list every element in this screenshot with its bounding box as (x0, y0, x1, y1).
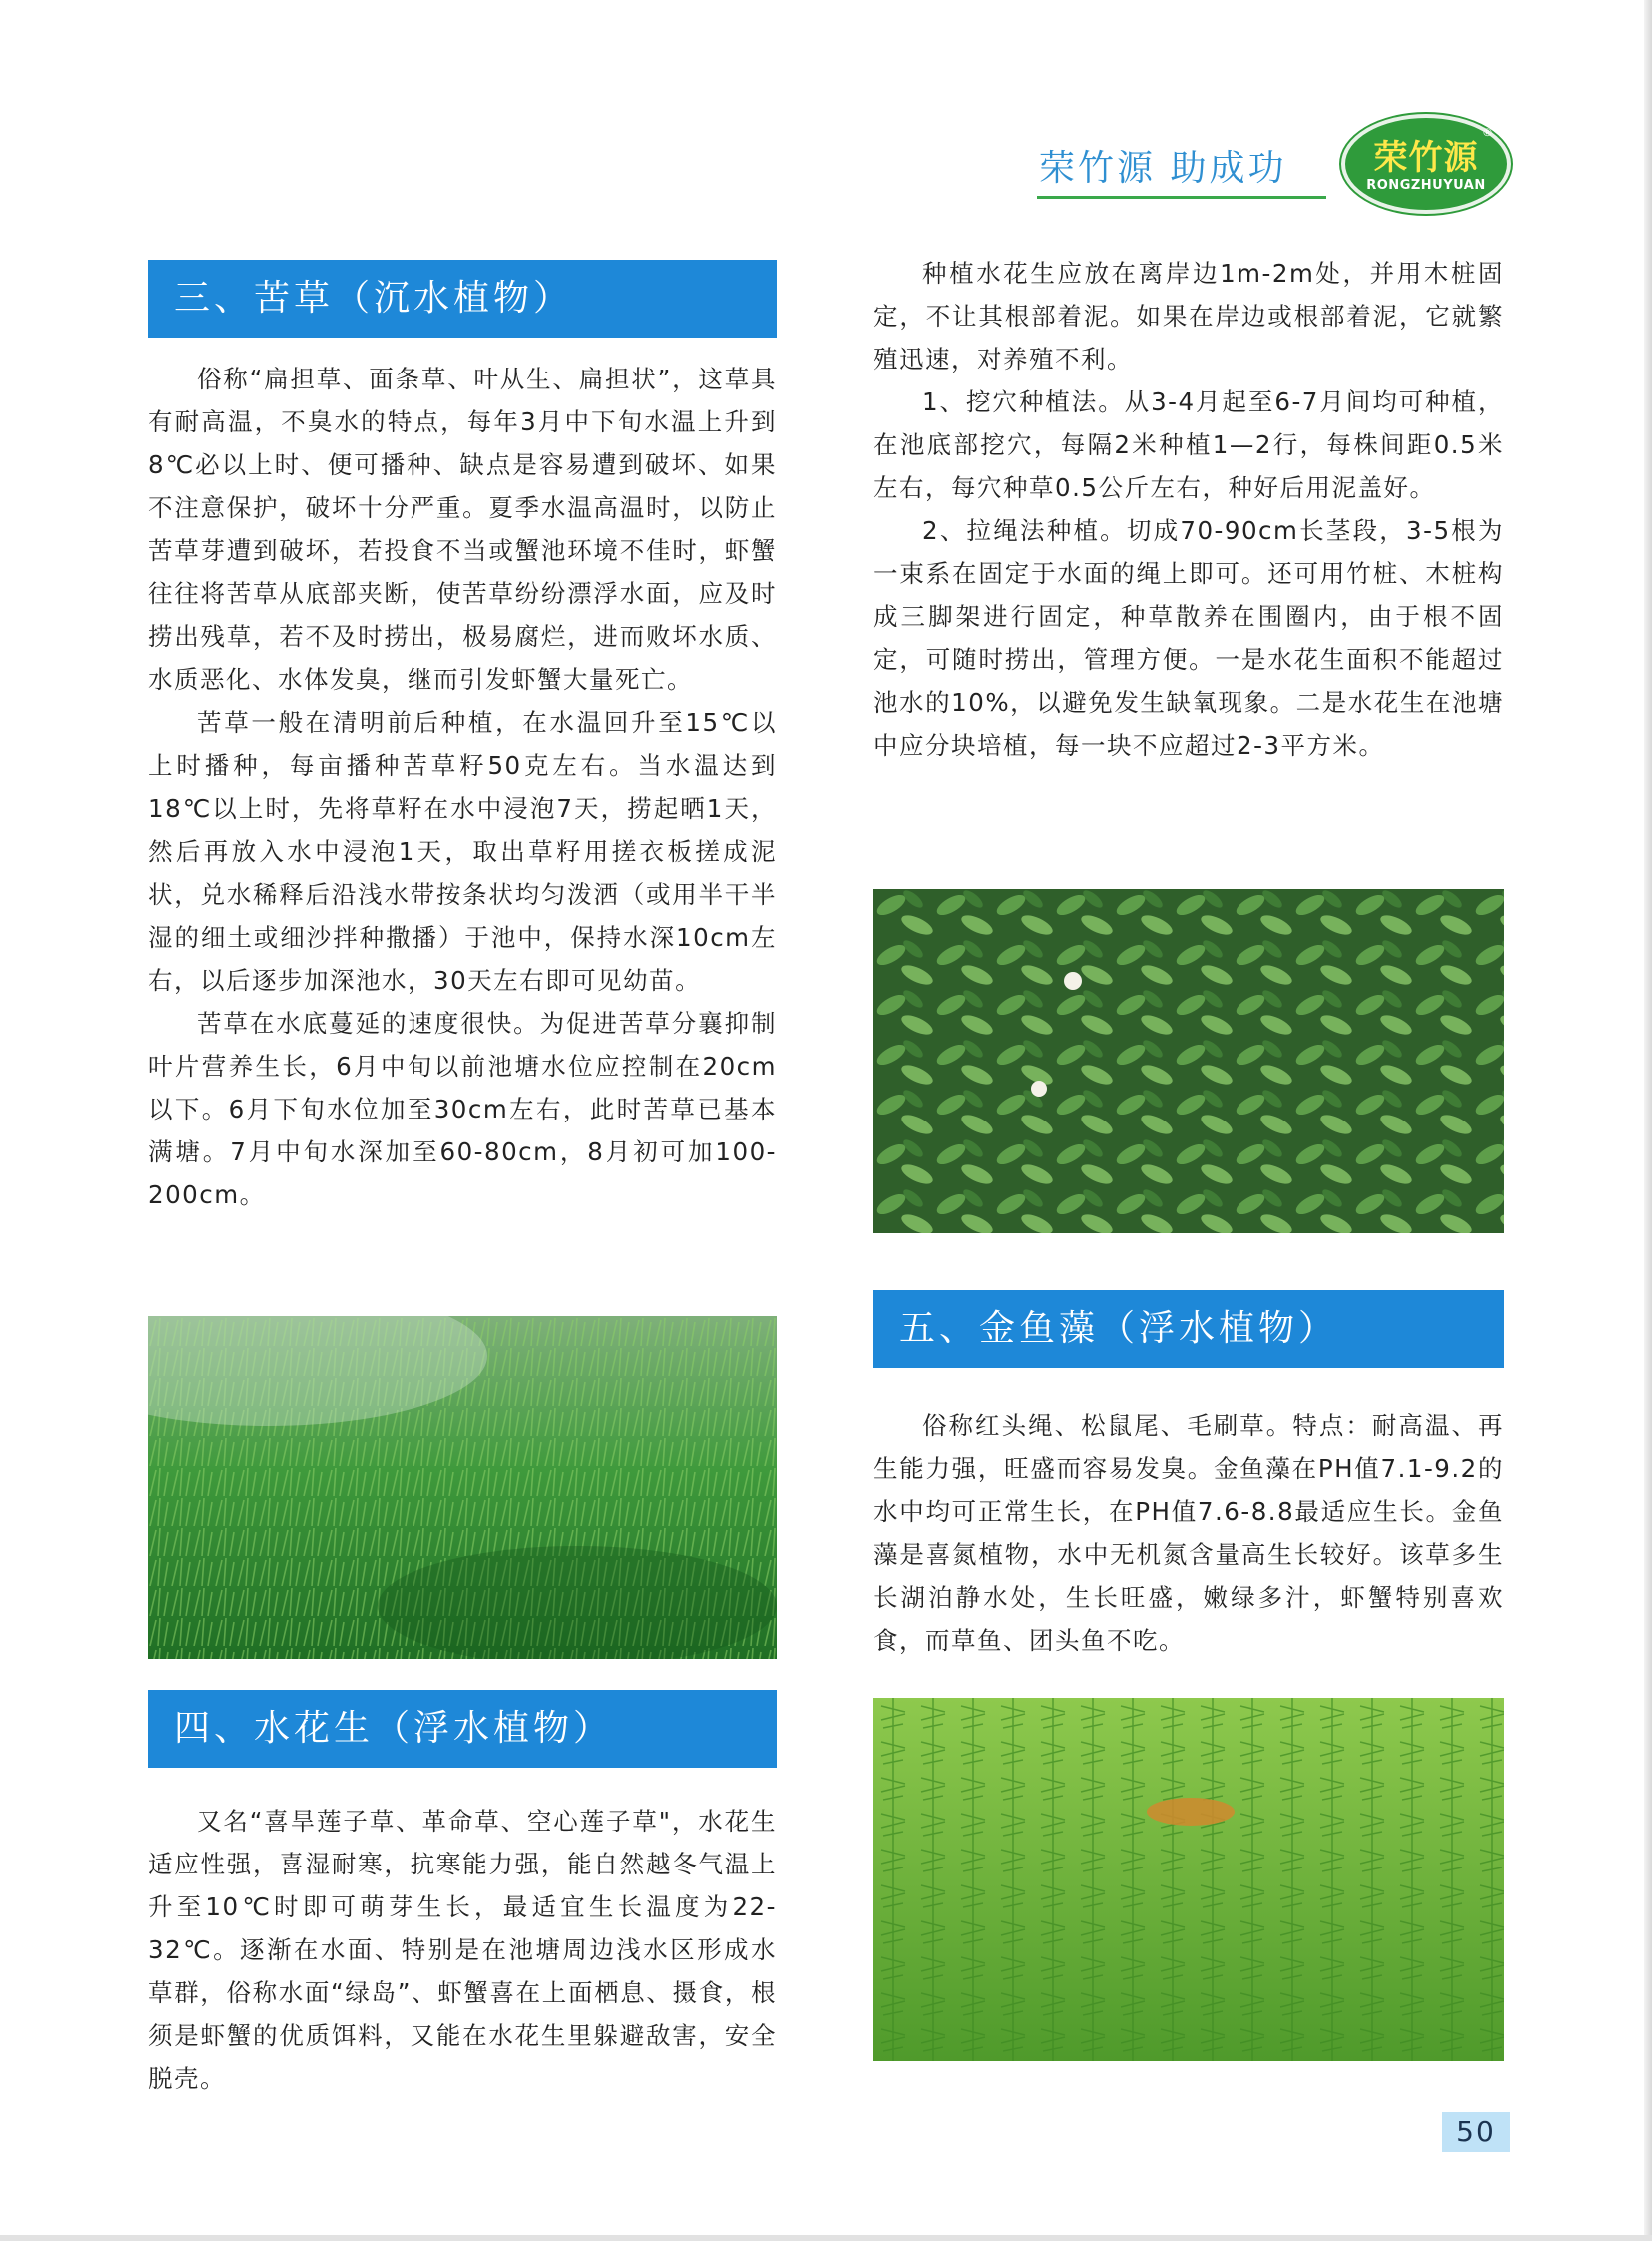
alligator-weed-photo (873, 889, 1504, 1233)
page-number: 50 (1442, 2112, 1510, 2152)
brand-logo (1341, 114, 1511, 214)
registered-mark: ® (1482, 126, 1493, 139)
page-edge-shadow (1644, 0, 1652, 2241)
slogan-underline (1037, 196, 1326, 199)
section-4-paragraph-1: 又名“喜旱莲子草、革命草、空心莲子草"，水花生适应性强，喜湿耐寒，抗寒能力强，能自然越冬气温上升至10℃时即可萌芽生长，最适宜生长温度为22-32℃。逐渐在水面、特别是在池塘周边浅水区形成水草群，俗称水面“绿岛”、虾蟹喜在上面栖息、摄食，根须是虾蟹的优质饵料，又能在水花生里躲避敌害，安全脱壳。 (148, 1807, 777, 2093)
section-4-body (148, 1800, 777, 2100)
section-3-body (148, 358, 777, 1216)
header-slogan: 荣竹源 助成功 (1039, 148, 1287, 189)
hornwort-photo (873, 1698, 1504, 2061)
section-4-heading: 四、水花生（浮水植物） (148, 1690, 777, 1768)
section-5-paragraph-1: 俗称红头绳、松鼠尾、毛刷草。特点：耐高温、再生能力强，旺盛而容易发臭。金鱼藻在PH值7.1-9.2的水中均可正常生长，在PH值7.6-8.8最适应生长。金鱼藻是喜氮植物，水中无机氮含量高生长较好。该草多生长湖泊静水处，生长旺盛，嫩绿多汁，虾蟹特别喜欢食，而草鱼、团头鱼不吃。 (873, 1411, 1504, 1655)
right-paragraph-1: 种植水花生应放在离岸边1m-2m处，并用木桩固定，不让其根部着泥。如果在岸边或根部着泥，它就繁殖迅速，对养殖不利。 (873, 259, 1504, 374)
page-bottom-edge (0, 2235, 1652, 2241)
eelgrass-photo (148, 1316, 777, 1659)
section-3-paragraph-3: 苦草在水底蔓延的速度很快。为促进苦草分襄抑制叶片营养生长，6月中旬以前池塘水位应控制在20cm以下。6月下旬水位加至30cm左右，此时苦草已基本满塘。7月中旬水深加至60-80cm，8月初可加100-200cm。 (148, 1009, 777, 1209)
right-column-body (873, 252, 1504, 767)
right-paragraph-3: 2、拉绳法种植。切成70-90cm长茎段，3-5根为一束系在固定于水面的绳上即可。还可用竹桩、木桩构成三脚架进行固定，种草散养在围圈内，由于根不固定，可随时捞出，管理方便。一是水花生面积不能超过池水的10%，以避免发生缺氧现象。二是水花生在池塘中应分块培植，每一块不应超过2-3平方米。 (873, 516, 1504, 760)
section-3-paragraph-1: 俗称“扁担草、面条草、叶从生、扁担状”，这草具有耐高温，不臭水的特点，每年3月中下旬水温上升到8℃必以上时、便可播种、缺点是容易遭到破坏、如果不注意保护，破坏十分严重。夏季水温高温时，以防止苦草芽遭到破坏，若投食不当或蟹池环境不佳时，虾蟹往往将苦草从底部夹断，使苦草纷纷漂浮水面，应及时捞出残草，若不及时捞出，极易腐烂，进而败坏水质、水质恶化、水体发臭，继而引发虾蟹大量死亡。 (148, 365, 777, 694)
logo-english-text: RONGZHUYUAN (1366, 178, 1486, 193)
logo-chinese-text: 荣竹源 (1373, 138, 1479, 178)
section-5-body (873, 1404, 1504, 1662)
section-5-heading: 五、金鱼藻（浮水植物） (873, 1290, 1504, 1368)
section-3-heading: 三、苦草（沉水植物） (148, 260, 777, 338)
right-paragraph-2: 1、挖穴种植法。从3-4月起至6-7月间均可种植，在池底部挖穴，每隔2米种植1—2行，每株间距0.5米左右，每穴种草0.5公斤左右，种好后用泥盖好。 (873, 387, 1504, 502)
section-3-paragraph-2: 苦草一般在清明前后种植，在水温回升至15℃以上时播种，每亩播种苦草籽50克左右。当水温达到18℃以上时，先将草籽在水中浸泡7天，捞起晒1天，然后再放入水中浸泡1天，取出草籽用搓衣板搓成泥状，兑水稀释后沿浅水带按条状均匀泼洒（或用半干半湿的细土或细沙拌种撒播）于池中，保持水深10cm左右，以后逐步加深池水，30天左右即可见幼苗。 (148, 708, 777, 995)
